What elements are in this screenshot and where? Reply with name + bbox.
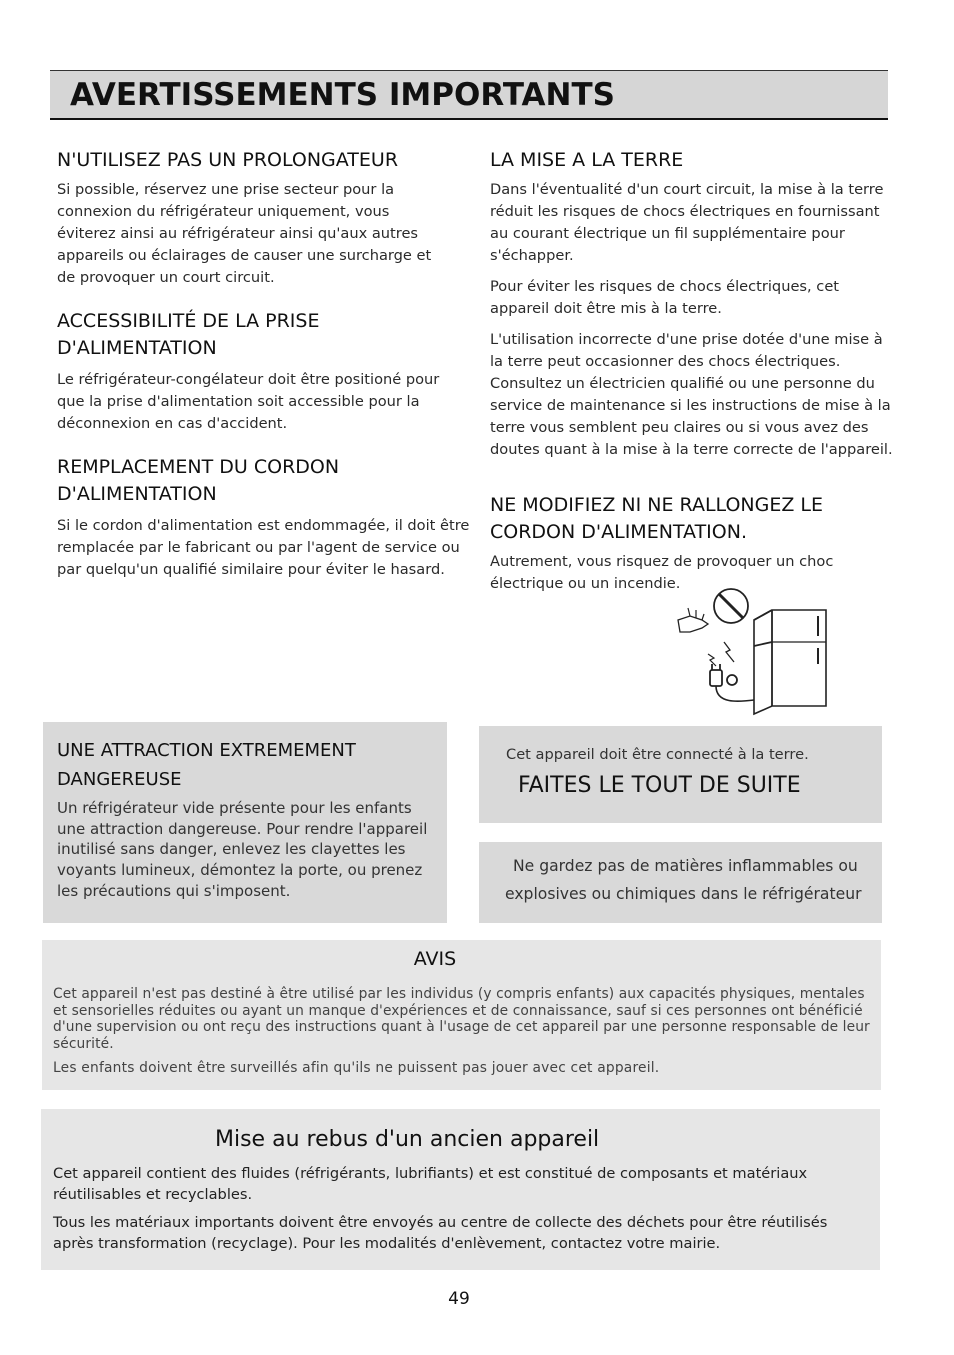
section-heading: REMPLACEMENT DU CORDON D'ALIMENTATION <box>57 456 340 505</box>
section-no-extension <box>57 147 487 289</box>
title-bar <box>50 70 888 120</box>
box-heading: UNE ATTRACTION EXTREMEMENT DANGEREUSE <box>57 740 356 790</box>
section-body: Si le cordon d'alimentation est endommagée, il doit être remplacée par le fabricant ou par l'agent de service ou par quelqu'un qualifié similaire pour éviter le hasard. <box>57 517 470 578</box>
disposal-paragraph: Tous les matériaux importants doivent être envoyés au centre de collecte des déchets pour être réutilisés après transformation (recyclage). Pour les modalités d'enlèvement, contactez votre mairie. <box>53 1214 828 1252</box>
ground-line: Cet appareil doit être connecté à la terre. <box>506 746 809 763</box>
section-paragraph: Dans l'éventualité d'un court circuit, la mise à la terre réduit les risques de chocs électriques en fournissant au courant électrique un fil supplémentaire pour s'échapper. <box>490 181 884 264</box>
disposal-box <box>41 1109 880 1270</box>
attraction-warning-box <box>43 722 447 923</box>
disposal-paragraph: Cet appareil contient des fluides (réfrigérants, lubrifiants) et est constitué de composants et matériaux réutilisables et recyclables. <box>53 1165 808 1203</box>
avis-paragraph: Cet appareil n'est pas destiné à être utilisé par les individus (y compris enfants) aux capacités physiques, mentales et sensorielles réduites ou ayant un manque d'expériences et de connaissance, sauf si ces personnes ont bénéficié d'une supervision ou ont reçu des instructions quant à l'usage de cet appareil par une personne responsable de leur sécurité. <box>53 986 870 1052</box>
page-number: 49 <box>448 1289 470 1309</box>
page-title: AVERTISSEMENTS IMPORTANTS <box>70 77 615 113</box>
section-heading: ACCESSIBILITÉ DE LA PRISE D'ALIMENTATION <box>57 310 320 359</box>
flammable-body: Ne gardez pas de matières inflammables ou explosives ou chimiques dans le réfrigérateur <box>505 857 862 903</box>
avis-box <box>42 940 881 1090</box>
section-heading: NE MODIFIEZ NI NE RALLONGEZ LE CORDON D'ALIMENTATION. <box>490 494 824 543</box>
section-plug-accessibility <box>57 308 457 435</box>
section-grounding <box>490 147 898 461</box>
flammable-warning-box <box>479 842 882 923</box>
section-body: Le réfrigérateur-congélateur doit être positioné pour que la prise d'alimentation soit accessible pour la déconnexion en cas d'accident. <box>57 371 440 432</box>
ground-warning-box <box>479 726 882 823</box>
box-body: Un réfrigérateur vide présente pour les enfants une attraction dangereuse. Pour rendre l'appareil inutilisé sans danger, enlevez les clayettes les voyants lumineux, démontez la porte, ou prenez les précautions qui s'imposent. <box>57 799 428 900</box>
section-body: Autrement, vous risquez de provoquer un choc électrique ou un incendie. <box>490 553 834 592</box>
section-paragraph: Pour éviter les risques de chocs électriques, cet appareil doit être mis à la terre. <box>490 278 840 317</box>
ground-action: FAITES LE TOUT DE SUITE <box>518 773 801 798</box>
section-heading: N'UTILISEZ PAS UN PROLONGATEUR <box>57 149 399 171</box>
section-heading: LA MISE A LA TERRE <box>490 149 684 171</box>
disposal-heading: Mise au rebus d'un ancien appareil <box>215 1127 600 1152</box>
section-paragraph: L'utilisation incorrecte d'une prise dotée d'une mise à la terre peut occasionner des chocs électriques. Consultez un électricien qualifié ou une personne du service de maintenance si les instructions de mise à la terre vous semblent peu claires ou si vous avez des doutes quant à la mise à la terre correcte de l'appareil. <box>490 331 893 458</box>
section-cord-replacement <box>57 454 487 581</box>
avis-paragraph: Les enfants doivent être surveillés afin qu'ils ne puissent pas jouer avec cet appareil. <box>53 1060 660 1076</box>
avis-heading: AVIS <box>413 948 457 970</box>
section-body: Si possible, réservez une prise secteur pour la connexion du réfrigérateur uniquement, vous éviterez ainsi au réfrigérateur ainsi qu'aux autres appareils ou éclairages de causer une surcharge et de provoquer un court circuit. <box>57 181 432 286</box>
fridge-plug-warning-illustration <box>668 580 838 720</box>
